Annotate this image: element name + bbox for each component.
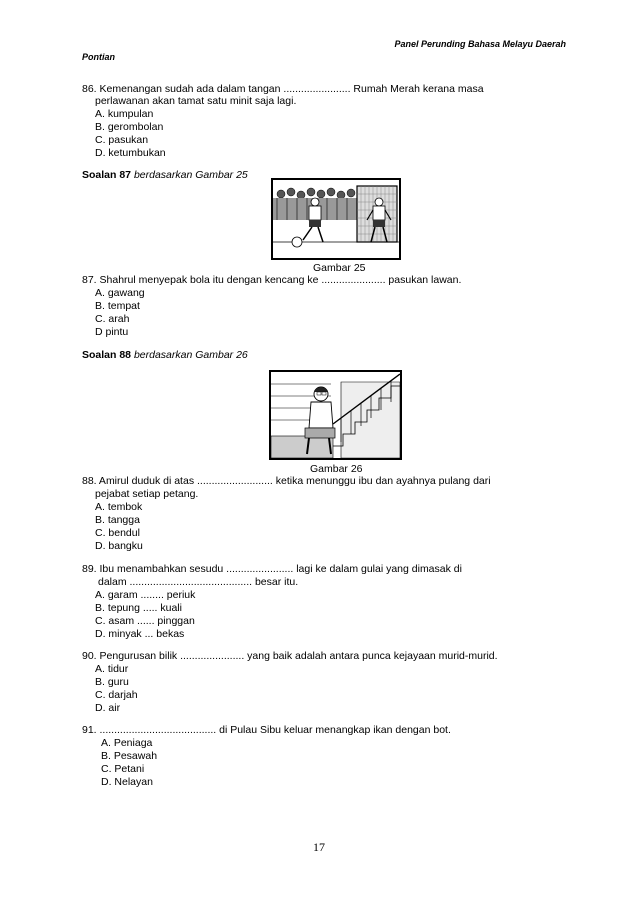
q89-option-b: B. tepung ..... kuali (95, 602, 182, 614)
q87-option-a: A. gawang (95, 287, 145, 299)
header-organization: Panel Perunding Bahasa Melayu Daerah (394, 39, 566, 49)
picture-26 (269, 370, 402, 460)
section-88-label: Soalan 88 (82, 349, 132, 361)
q91-option-c: C. Petani (101, 763, 145, 775)
q89-option-a: A. garam ........ periuk (95, 589, 196, 601)
football-scene-illustration (273, 180, 399, 258)
section-87-heading (82, 169, 248, 181)
q86-line-1: 86. Kemenangan sudah ada dalam tangan ....................... Rumah Merah kerana masa (82, 83, 484, 95)
q89-option-c: C. asam ...... pinggan (95, 615, 195, 627)
q89-option-d: D. minyak ... bekas (95, 628, 185, 640)
q88-option-d: D. bangku (95, 540, 143, 552)
section-88-heading (82, 349, 248, 361)
q88-line-2: pejabat setiap petang. (95, 488, 199, 500)
section-87-reference: berdasarkan Gambar 25 (133, 169, 248, 181)
q91-line-1: 91. ........................................ di Pulau Sibu keluar menangkap ikan dengan bot. (82, 724, 451, 736)
q86-option-a: A. kumpulan (95, 108, 154, 120)
q91-option-d: D. Nelayan (101, 776, 153, 788)
q87-option-c: C. arah (95, 313, 130, 325)
q90-option-a: A. tidur (95, 663, 129, 675)
picture-25 (271, 178, 401, 260)
page-number: 17 (313, 840, 325, 854)
boy-on-stairs-illustration (271, 372, 400, 458)
q88-option-a: A. tembok (95, 501, 143, 513)
section-88-reference: berdasarkan Gambar 26 (133, 349, 248, 361)
q91-option-b: B. Pesawah (101, 750, 158, 762)
q88-option-b: B. tangga (95, 514, 140, 526)
q91-option-a: A. Peniaga (101, 737, 153, 749)
q86-line-2: perlawanan akan tamat satu minit saja lagi. (95, 95, 297, 107)
section-87-label: Soalan 87 (82, 169, 132, 181)
q87-option-d: D pintu (95, 326, 129, 338)
q90-option-d: D. air (95, 702, 121, 714)
picture-26-caption: Gambar 26 (310, 463, 363, 475)
q89-line-2: dalam .......................................... besar itu. (98, 576, 299, 588)
q86-option-c: C. pasukan (95, 134, 149, 146)
q90-option-b: B. guru (95, 676, 129, 688)
q87-line-1: 87. Shahrul menyepak bola itu dengan kencang ke ...................... pasukan lawan. (82, 274, 462, 286)
q86-option-b: B. gerombolan (95, 121, 164, 133)
q86-option-d: D. ketumbukan (95, 147, 166, 159)
q88-option-c: C. bendul (95, 527, 140, 539)
q89-line-1: 89. Ibu menambahkan sesudu ....................... lagi ke dalam gulai yang dimasak di (82, 563, 462, 575)
q90-line-1: 90. Pengurusan bilik ...................... yang baik adalah antara punca kejayaan murid-murid. (82, 650, 498, 662)
header-district: Pontian (82, 52, 115, 62)
picture-25-caption: Gambar 25 (313, 262, 366, 274)
q90-option-c: C. darjah (95, 689, 138, 701)
q87-option-b: B. tempat (95, 300, 140, 312)
q88-line-1: 88. Amirul duduk di atas .......................... ketika menunggu ibu dan ayahnya pulang dari (82, 475, 491, 487)
